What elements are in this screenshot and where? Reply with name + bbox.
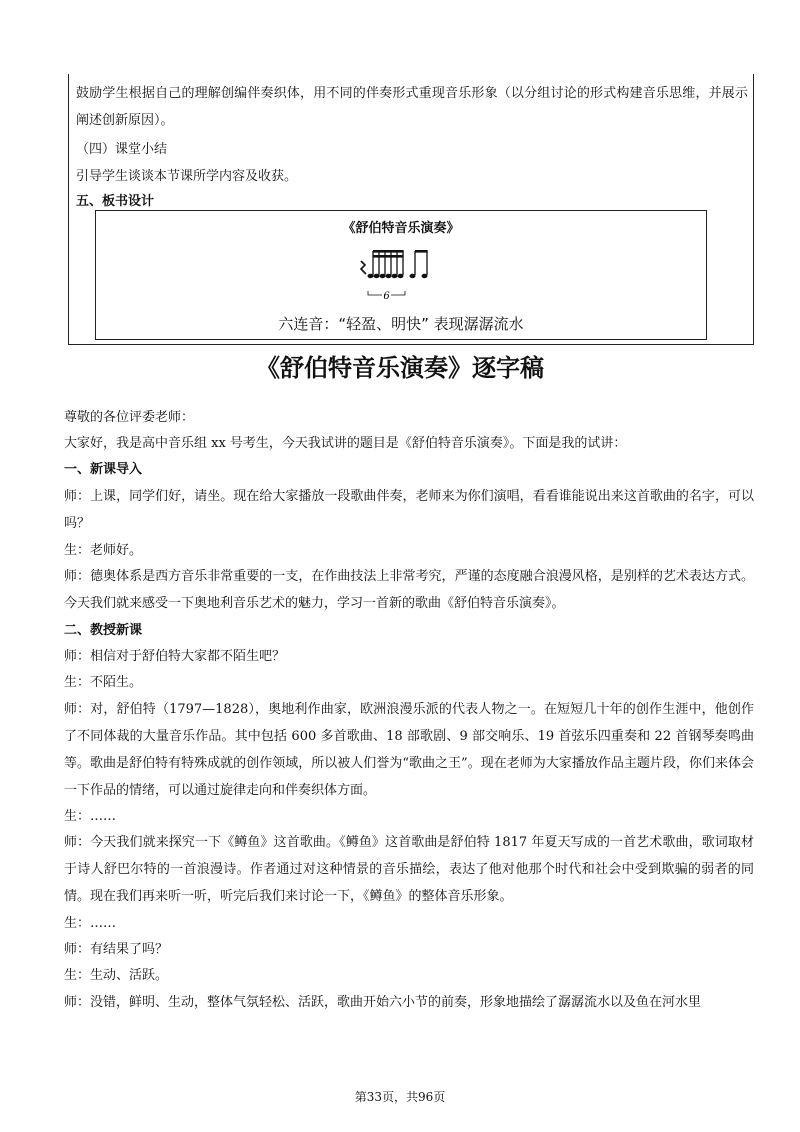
dialogue-line: 师：没错，鲜明、生动，整体气氛轻松、活跃，歌曲开始六小节的前奏，形象地描绘了潺潺流水以及鱼在河水里: [64, 995, 702, 1010]
greeting: 尊敬的各位评委老师：: [64, 410, 195, 425]
document-title: 《舒伯特音乐演奏》逐字稿: [256, 354, 544, 382]
dialogue-line: 师：上课，同学们好，请坐。现在给大家播放一段歌曲伴奏，老师来为你们演唱，看看谁能说出来这首歌曲的名字，可以吗？: [64, 489, 754, 531]
dialogue-line: 生：老师好。: [64, 543, 143, 558]
paragraph-accompaniment: 鼓励学生根据自己的理解创编伴奏织体，用不同的伴奏形式重现音乐形象（以分组讨论的形式构建音乐思维，并展示阐述创新原因）。: [76, 86, 748, 128]
intro-line: 大家好，我是高中音乐组 xx 号考生，今天我试讲的题目是《舒伯特音乐演奏》。下面是我的试讲：: [64, 436, 627, 451]
summary-heading: （四）课堂小结: [76, 142, 168, 157]
board-design-heading: 五、板书设计: [76, 194, 155, 209]
dialogue-line: 师：相信对于舒伯特大家都不陌生吧？: [64, 649, 286, 664]
tuplet-number: 6: [383, 291, 390, 302]
dialogue-line: 师：今天我们就来探究一下《鳟鱼》这首歌曲。《鳟鱼》这首歌曲是舒伯特 1817 年夏天写成的一首艺术歌曲，歌词取材于诗人舒巴尔特的一首浪漫诗。作者通过对这种情景的音乐描绘，表达了他对他那个时代和社会中受到欺骗的弱者的同情。现在我们再来听一听，听完后我们来讨论一下，《鳟鱼》的整体音乐形象。: [64, 835, 754, 904]
summary-text: 引导学生谈谈本节课所学内容及收获。: [76, 169, 298, 184]
sextuplet-notation-icon: [351, 241, 451, 311]
dialogue-line: 生：不陌生。: [64, 675, 143, 690]
board-design-box: [95, 210, 707, 340]
dialogue-line: 师：对，舒伯特（1797—1828），奥地利作曲家，欧洲浪漫乐派的代表人物之一。在短短几十年的创作生涯中，他创作了不同体裁的大量音乐作品。其中包括 600 多首歌曲、18 部歌剧、9 部交响乐、19 首弦乐四重奏和 22 首钢琴奏鸣曲等。歌曲是舒伯特有特殊成就的创作领域，所以被人们誉为“歌曲之王”。现在老师为大家播放作品主题片段，你们来体会一下作品的情绪，可以通过旋律走向和伴奏织体方面。: [64, 702, 754, 798]
dialogue-line: 师：德奥体系是西方音乐非常重要的一支，在作曲技法上非常考究，严谨的态度融合浪漫风格，是别样的艺术表达方式。今天我们就来感受一下奥地利音乐艺术的魅力，学习一首新的歌曲《舒伯特音乐演奏》。: [64, 569, 754, 611]
page-number: 第33页，共96页: [354, 1090, 446, 1104]
section-heading-intro: 一、新课导入: [64, 462, 143, 477]
section-heading-teaching: 二、教授新课: [64, 623, 143, 638]
dialogue-line: 师：有结果了吗？: [64, 942, 169, 957]
dialogue-line: 生：生动、活跃。: [64, 968, 169, 983]
board-caption: 六连音：“轻盈、明快” 表现潺潺流水: [278, 315, 524, 333]
board-title: 《舒伯特音乐演奏》: [342, 221, 460, 236]
dialogue-line: 生：……: [64, 916, 117, 931]
dialogue-line: 生：……: [64, 809, 117, 824]
